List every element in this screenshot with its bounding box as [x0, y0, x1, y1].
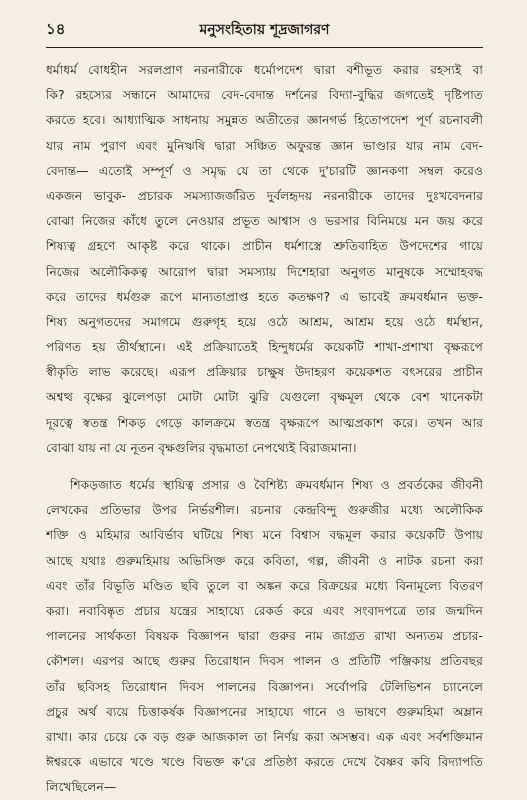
text-line: করা। নবাবিষ্কৃত প্রচার যন্ত্রের সাহায্যে রেকর্ড করে এবং সংবাদপত্রে তার জন্মদিন	[46, 603, 483, 618]
text-line: ধর্মাধর্ম বোধহীন সরলপ্রাণ নরনারীকে ধর্মোপদেশ দ্বারা বশীভূত করার রহস্যই বা	[46, 63, 483, 77]
text-line: লেখকের প্রতিভার উপর নির্ভরশীল। রচনার কেন্দ্রবিন্দু গুরুজীর মধ্যে অলৌকিক	[46, 503, 483, 518]
running-title: মনুসংহিতায় শূদ্রজাগরণ	[199, 22, 330, 38]
text-line: করে তাদের ধর্মগুরু রূপে মান্যতাপ্রাপ্ত হতে কতক্ষণ? এ ভাবেই ক্রমবর্ধমান ভক্ত-	[46, 289, 483, 304]
text-line: শিষ্য অনুগতদের সমাগমে গুরুগৃহ হয়ে ওঠে আশ্রম, আশ্রম হয়ে ওঠে ধর্মস্থান,	[46, 314, 483, 329]
text-line: আছে যথাঃ গুরুমহিমায় অভিসিক্ত করে কবিতা, গল্প, জীবনী ও নাটক রচনা করা	[46, 553, 483, 568]
text-line: লিখেছিলেন—	[46, 780, 117, 795]
text-line: প্রচুর অর্থ ব্যয়ে চিত্তাকর্ষক বিজ্ঞাপনের সাহায্যে গানে ও ভাষণে গুরুমহিমা অম্লান	[46, 704, 483, 719]
text-line: বেদান্ত— এতোই সম্পূর্ণ ও সমৃদ্ধ যে তা থেকে দু'চারটি জ্ঞানকণা সম্বল করেও	[46, 163, 483, 178]
text-line: রাখা। কার চেয়ে কে বড় গুরু আজকাল তা নির্ণয় করা অসম্ভব। এক এবং সর্বশক্তিমান	[46, 729, 483, 744]
paragraph	[46, 473, 483, 800]
paragraph-gap	[46, 461, 483, 473]
text-line: ঈশ্বরকে এভাবে খণ্ডে খণ্ডে বিভক্ত ক'রে প্রতিষ্ঠা করতে দেখে বৈষ্ণব কবি বিদ্যাপতি	[46, 755, 483, 770]
text-line: কৌশল। এরপর আছে গুরুর তিরোধান দিবস পালন ও প্রতিটি পঞ্জিকায় প্রতিবছর	[46, 654, 483, 669]
paragraphs	[46, 58, 483, 800]
text-line: অশ্বত্থ বৃক্ষের ঝুলেপড়া মোটা মোটা ঝুরি যেগুলো বৃক্ষমূল থেকে বেশ খানেকটা	[46, 390, 483, 405]
text-line: যার নাম পুরাণ এবং মুনিঋষি দ্বারা সঞ্চিত অফুরন্ত জ্ঞান ভাণ্ডার যার নাম বেদ-	[46, 138, 483, 153]
text-line: বোঝা যায় না যে নূতন বৃক্ষগুলির বৃদ্ধমাতা নেপথ্যেই বিরাজমানা।	[46, 440, 357, 455]
text-line: পরিণত হয় তীর্থস্থানে। এই প্রক্রিয়াতেই হিন্দুধর্মের কয়েকটি শাখা-প্রশাখা বৃক্ষরূপে	[46, 340, 483, 355]
text-line: করতে হবে। আধ্যাত্মিক সাধনায় সমুন্নত অতীতের জ্ঞানগর্ভ হিতোপদেশ পূর্ণ রচনাবলী	[46, 113, 483, 128]
page-number: ১৪	[46, 20, 66, 38]
text-line: শিষ্যত্ব গ্রহণে আকৃষ্ট করে থাকে। প্রাচীন ধর্মশাস্ত্রে শ্রুতিবাহিত উপদেশের গায়ে	[46, 239, 483, 254]
text-line: কি? রহস্যের সন্ধানে আমাদের বেদ-বেদান্ত দর্শনের বিদ্যা-বুদ্ধির জগতেই দৃষ্টিপাত	[46, 88, 483, 103]
paragraph	[46, 58, 483, 461]
body-text	[46, 58, 483, 800]
text-line: পালনের সার্থকতা বিষয়ক বিজ্ঞাপন দ্বারা গুরুর নাম জাগ্রত রাখা অন্যতম প্রচার-	[46, 629, 483, 644]
text-line: নিজের অলৌকিকত্ব আরোপ দ্বারা সমস্যায় দিশেহারা অনুগত মানুষকে সম্মোহবদ্ধ	[46, 264, 483, 279]
text-line: বোঝা নিজের কাঁধে তুলে নেওয়ার প্রভূত আশ্বাস ও ভরসার বিনিময়ে মন জয় করে	[46, 214, 483, 229]
text-line: স্বীকৃতি লাভ করেছে। এরূপ প্রক্রিয়ার চাক্ষুষ উদাহরণ কয়েকশত বৎসরের প্রাচীন	[46, 365, 483, 380]
text-line: শক্তি ও মহিমার আবির্ভাব ঘটিয়ে শিষ্য মনে বিশ্বাস বদ্ধমূল করার কয়েকটি উপায়	[46, 528, 483, 543]
text-line: দূরত্বে স্বতন্ত্র শিকড় গেড়ে কালক্রমে স্বতন্ত্র বৃক্ষরূপে আত্মপ্রকাশ করে। তখন আর	[46, 415, 483, 430]
text-line: শিকড়জাত ধর্মের স্থায়িত্ব প্রসার ও বৈশিষ্ট্য ক্রমবর্ধমান শিষ্য ও প্রবর্তকের জীবনী	[70, 478, 483, 492]
text-line: একজন ভাবুক- প্রচারক সমস্যাজর্জরিত দুর্বলহৃদয় নরনারীকে তাদের দুঃখবেদনার	[46, 188, 483, 203]
text-line: তাঁর ছবিসহ তিরোধান দিবস পালনের বিজ্ঞাপন। সর্বোপরি টেলিভিশন চ্যানেলে	[46, 679, 483, 694]
text-line: এবং তাঁর বিভূতি মণ্ডিত ছবি তুলে বা অঙ্কন করে বিক্রয়ের মধ্যে বিনামূল্যে বিতরণ	[46, 578, 483, 593]
page-header	[46, 18, 483, 48]
